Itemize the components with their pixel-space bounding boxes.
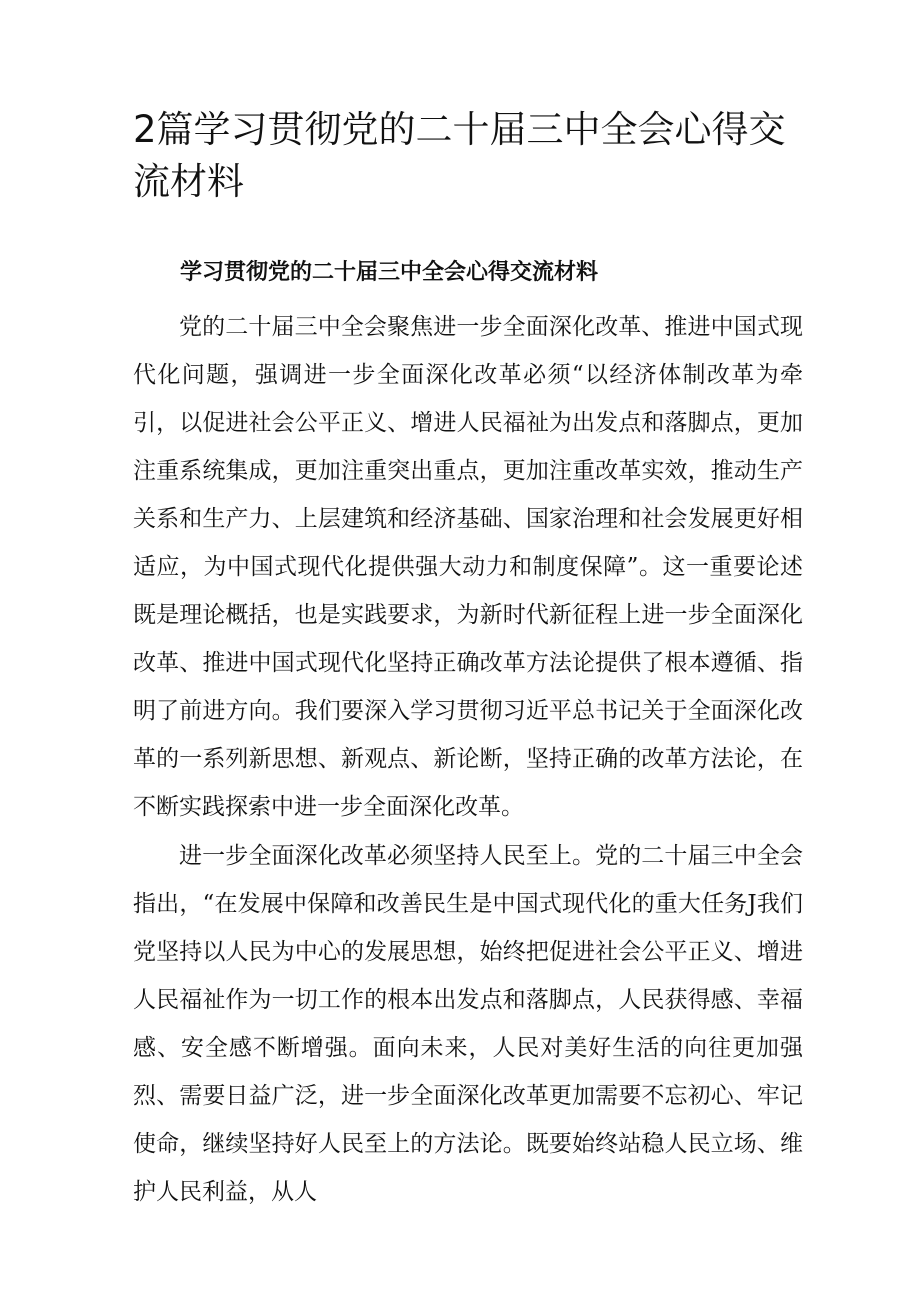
body-paragraph-1: 党的二十届三中全会聚焦进一步全面深化改革、推进中国式现代化问题，强调进一步全面深化改革必须“以经济体制改革为牵引，以促进社会公平正义、增进人民福祉为出发点和落脚点，更加注重系统集成，更加注重突出重点，更加注重改革实效，推动生产关系和生产力、上层建筑和经济基础、国家治理和社会发展更好相适应，为中国式现代化提供强大动力和制度保障”。这一重要论述既是理论概括，也是实践要求，为新时代新征程上进一步全面深化改革、推进中国式现代化坚持正确改革方法论提供了根本遵循、指明了前进方向。我们要深入学习贯彻习近平总书记关于全面深化改革的一系列新思想、新观点、新论断，坚持正确的改革方法论，在不断实践探索中进一步全面深化改革。 <box>133 314 803 820</box>
body-paragraph-2: 进一步全面深化改革必须坚持人民至上。党的二十届三中全会指出，“在发展中保障和改善民生是中国式现代化的重大任务J我们党坚持以人民为中心的发展思想，始终把促进社会公平正义、增进人民福祉作为一切工作的根本出发点和落脚点，人民获得感、幸福感、安全感不断增强。面向未来，人民对美好生活的向往更加强烈、需要日益广泛，进一步全面深化改革更加需要不忘初心、牢记使命，继续坚持好人民至上的方法论。既要始终站稳人民立场、维护人民利益，从人 <box>133 843 803 1205</box>
article-subtitle: 学习贯彻党的二十届三中全会心得交流材料 <box>180 260 599 285</box>
document-title: 2篇学习贯彻党的二十届三中全会心得交流材料 <box>133 108 786 203</box>
